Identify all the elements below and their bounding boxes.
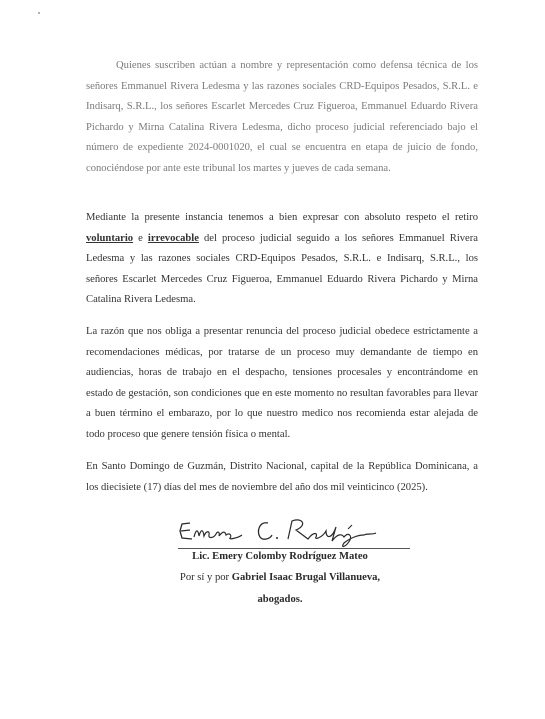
scan-speck — [38, 12, 40, 14]
paragraph-reason-text: La razón que nos obliga a presentar renuncia del proceso judicial obedece estrictamente a recomendaciones médicas, por tratarse de un proceso muy demandante de tiempo en audiencias, horas de trabajo en el despacho, tensiones procesales y encontrándome en estado de gestación, son condiciones que en este momento no resultan favorables para llevar a buen término el embarazo, por lo que nuestro medico nos recomienda estar alejada de todo proceso que genere tensión física o mental. — [86, 326, 478, 440]
signer-behalf-prefix: Por sí y por — [179, 572, 230, 583]
paragraph-place-date-text: En Santo Domingo de Guzmán, Distrito Nacional, capital de la República Dominicana, a los diecisiete (17) días del mes de noviembre del año dos mil veinticinco (2025). — [86, 461, 478, 493]
paragraph-representation — [86, 56, 478, 179]
signature-line — [178, 548, 410, 549]
signer-name: Lic. Emery Colomby Rodríguez Mateo — [192, 551, 368, 562]
handwritten-signature — [168, 505, 418, 550]
paragraph-reason — [86, 322, 478, 445]
paragraph-withdrawal — [86, 208, 478, 311]
signer-role: abogados. — [257, 594, 303, 605]
paragraph-representation-text: Quienes suscriben actúan a nombre y representación como defensa técnica de los señores Emmanuel Rivera Ledesma y las razones sociales CRD-Equipos Pesados, S.R.L. e Indisarq, S.R.L., los señores Escarlet Mercedes Cruz Figueroa, Emmanuel Eduardo Rivera Pichardo y Mirna Catalina Rivera Ledesma, dicho proceso judicial referenciado bajo el número de expediente 2024-0001020, el cual se encuentra en etapa de juicio de fondo, conociéndose por ante este tribunal los martes y jueves de cada semana. — [86, 60, 478, 174]
keyword-voluntario: voluntario — [86, 232, 134, 244]
paragraph-place-date — [86, 457, 478, 498]
conjunction: e — [138, 232, 143, 244]
keyword-irrevocable: irrevocable — [147, 232, 199, 244]
withdrawal-rest: del proceso judicial seguido a los señores Emmanuel Rivera Ledesma y las razones sociales CRD-Equipos Pesados, S.R.L. e Indisarq, S.R.L., los señores Escarlet Mercedes Cruz Figueroa, Emmanuel Eduardo Rivera Pichardo y Mirna Catalina Rivera Ledesma. — [86, 232, 478, 305]
withdrawal-intro: Mediante la presente instancia tenemos a bien expresar con absoluto respeto el retiro — [86, 212, 478, 223]
signer-behalf-name: Gabriel Isaac Brugal Villanueva, — [231, 572, 381, 583]
signer-behalf — [120, 572, 440, 583]
